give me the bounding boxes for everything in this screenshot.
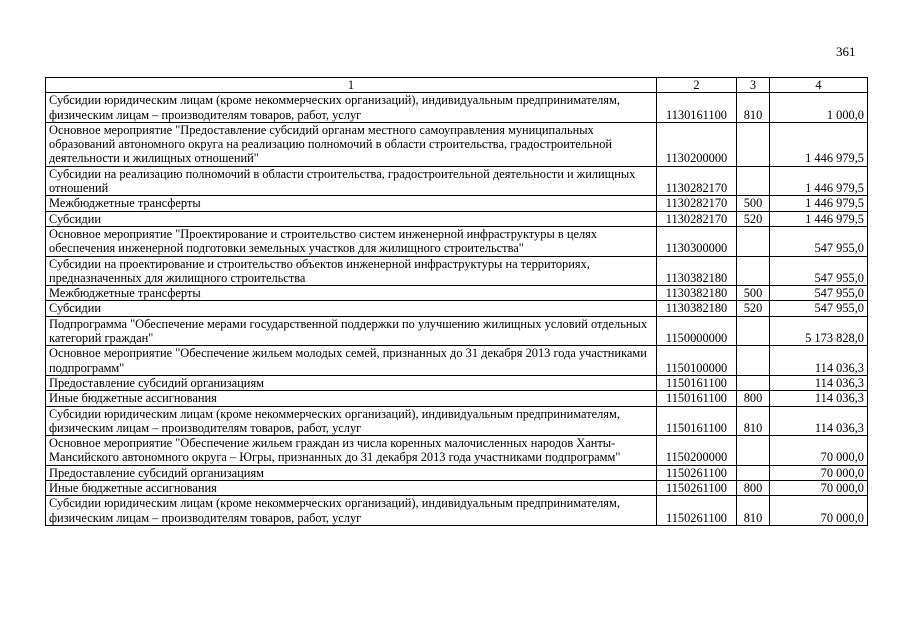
table-row <box>46 196 868 211</box>
table-row <box>46 465 868 480</box>
row-name-cell: Субсидии <box>46 301 657 316</box>
table-row <box>46 496 868 526</box>
row-name-cell: Иные бюджетные ассигнования <box>46 391 657 406</box>
row-sum-cell: 1 446 979,5 <box>770 211 868 226</box>
column-header: 4 <box>770 78 868 93</box>
table-row <box>46 256 868 286</box>
table-row <box>46 346 868 376</box>
row-expense-type-cell: 810 <box>737 93 770 123</box>
table-row <box>46 93 868 123</box>
row-name-cell: Иные бюджетные ассигнования <box>46 481 657 496</box>
row-sum-cell: 547 955,0 <box>770 286 868 301</box>
row-expense-type-cell: 810 <box>737 496 770 526</box>
table-row <box>46 406 868 436</box>
row-expense-type-cell: 520 <box>737 301 770 316</box>
row-expense-type-cell <box>737 465 770 480</box>
row-name-cell: Предоставление субсидий организациям <box>46 465 657 480</box>
row-sum-cell: 70 000,0 <box>770 436 868 466</box>
row-name-cell: Межбюджетные трансферты <box>46 286 657 301</box>
table-row <box>46 122 868 166</box>
row-code-cell: 1150200000 <box>657 436 737 466</box>
row-sum-cell: 1 000,0 <box>770 93 868 123</box>
row-name-cell: Субсидии юридическим лицам (кроме некоммерческих организаций), индивидуальным предпринимателям, физическим лицам – производителям товаров, работ, услуг <box>46 93 657 123</box>
table-row <box>46 481 868 496</box>
row-code-cell: 1130382180 <box>657 301 737 316</box>
row-expense-type-cell: 810 <box>737 406 770 436</box>
row-sum-cell: 114 036,3 <box>770 346 868 376</box>
row-sum-cell: 114 036,3 <box>770 406 868 436</box>
row-sum-cell: 70 000,0 <box>770 496 868 526</box>
table-row <box>46 211 868 226</box>
column-header: 1 <box>46 78 657 93</box>
row-expense-type-cell <box>737 436 770 466</box>
row-sum-cell: 547 955,0 <box>770 226 868 256</box>
table-row <box>46 226 868 256</box>
row-name-cell: Основное мероприятие "Обеспечение жильем молодых семей, признанных до 31 декабря 2013 года участниками подпрограмм" <box>46 346 657 376</box>
table-row <box>46 436 868 466</box>
row-code-cell: 1130200000 <box>657 122 737 166</box>
row-name-cell: Предоставление субсидий организациям <box>46 375 657 390</box>
row-name-cell: Субсидии на реализацию полномочий в области строительства, градостроительной деятельности и жилищных отношений <box>46 166 657 196</box>
row-expense-type-cell <box>737 346 770 376</box>
table-row <box>46 286 868 301</box>
row-expense-type-cell: 520 <box>737 211 770 226</box>
row-code-cell: 1150261100 <box>657 481 737 496</box>
page-number: 361 <box>836 44 856 59</box>
row-code-cell: 1130282170 <box>657 196 737 211</box>
row-code-cell: 1130300000 <box>657 226 737 256</box>
table-header-row <box>46 78 868 93</box>
row-sum-cell: 1 446 979,5 <box>770 122 868 166</box>
row-expense-type-cell: 800 <box>737 481 770 496</box>
row-expense-type-cell <box>737 166 770 196</box>
row-code-cell: 1150261100 <box>657 496 737 526</box>
row-code-cell: 1130282170 <box>657 211 737 226</box>
table-row <box>46 391 868 406</box>
table-row <box>46 316 868 346</box>
row-name-cell: Основное мероприятие "Проектирование и строительство систем инженерной инфраструктуры в целях обеспечения инженерной подготовки земельных участков для жилищного строительства" <box>46 226 657 256</box>
row-expense-type-cell: 500 <box>737 286 770 301</box>
row-expense-type-cell <box>737 256 770 286</box>
row-sum-cell: 114 036,3 <box>770 375 868 390</box>
row-sum-cell: 5 173 828,0 <box>770 316 868 346</box>
row-sum-cell: 547 955,0 <box>770 256 868 286</box>
row-expense-type-cell <box>737 375 770 390</box>
row-expense-type-cell <box>737 122 770 166</box>
row-code-cell: 1150100000 <box>657 346 737 376</box>
row-name-cell: Субсидии юридическим лицам (кроме некоммерческих организаций), индивидуальным предпринимателям, физическим лицам – производителям товаров, работ, услуг <box>46 406 657 436</box>
row-code-cell: 1150261100 <box>657 465 737 480</box>
row-code-cell: 1150161100 <box>657 391 737 406</box>
row-code-cell: 1130161100 <box>657 93 737 123</box>
column-header: 2 <box>657 78 737 93</box>
row-sum-cell: 1 446 979,5 <box>770 196 868 211</box>
table-row <box>46 166 868 196</box>
row-name-cell: Подпрограмма "Обеспечение мерами государственной поддержки по улучшению жилищных условий отдельных категорий граждан" <box>46 316 657 346</box>
row-code-cell: 1130282170 <box>657 166 737 196</box>
column-header: 3 <box>737 78 770 93</box>
budget-table <box>45 77 868 526</box>
row-sum-cell: 114 036,3 <box>770 391 868 406</box>
row-name-cell: Основное мероприятие "Обеспечение жильем граждан из числа коренных малочисленных народов Ханты-Мансийского автономного округа – Югры, признанных до 31 декабря 2013 года участниками подпрограмм" <box>46 436 657 466</box>
row-sum-cell: 547 955,0 <box>770 301 868 316</box>
row-name-cell: Субсидии на проектирование и строительство объектов инженерной инфраструктуры на территориях, предназначенных для жилищного строительства <box>46 256 657 286</box>
row-name-cell: Межбюджетные трансферты <box>46 196 657 211</box>
row-sum-cell: 70 000,0 <box>770 481 868 496</box>
row-code-cell: 1130382180 <box>657 286 737 301</box>
row-sum-cell: 70 000,0 <box>770 465 868 480</box>
row-sum-cell: 1 446 979,5 <box>770 166 868 196</box>
row-code-cell: 1130382180 <box>657 256 737 286</box>
row-expense-type-cell: 800 <box>737 391 770 406</box>
row-name-cell: Субсидии юридическим лицам (кроме некоммерческих организаций), индивидуальным предпринимателям, физическим лицам – производителям товаров, работ, услуг <box>46 496 657 526</box>
row-expense-type-cell <box>737 316 770 346</box>
row-name-cell: Основное мероприятие "Предоставление субсидий органам местного самоуправления муниципальных образований автономного округа на реализацию полномочий в области строительства, градостроительной деятельности и жилищных отношений" <box>46 122 657 166</box>
row-expense-type-cell <box>737 226 770 256</box>
row-name-cell: Субсидии <box>46 211 657 226</box>
row-expense-type-cell: 500 <box>737 196 770 211</box>
row-code-cell: 1150161100 <box>657 406 737 436</box>
row-code-cell: 1150161100 <box>657 375 737 390</box>
table-row <box>46 375 868 390</box>
row-code-cell: 1150000000 <box>657 316 737 346</box>
table-row <box>46 301 868 316</box>
table-body <box>46 93 868 526</box>
